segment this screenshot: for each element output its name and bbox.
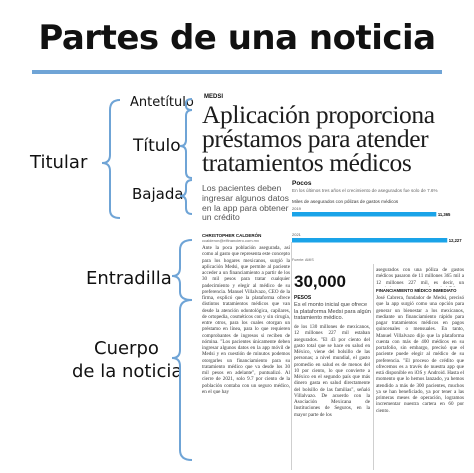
chart-title: Pocos [292, 180, 312, 187]
entradilla-bracket [172, 240, 192, 300]
label-titular: Titular [30, 152, 88, 173]
column-divider [291, 242, 292, 470]
chart-category-label: 2021 [292, 232, 301, 237]
article-byline: CHRISTOPHER CALDERÓN [202, 233, 262, 238]
column-divider [373, 264, 374, 470]
label-cuerpo-line1: Cuerpo [94, 338, 159, 359]
big-number-desc: Es el monto inicial que ofrece la plataforma Medsi para algún tratamiento médico. [294, 302, 371, 322]
big-number: 30,000 [294, 272, 346, 291]
article-col-3-intro: asegurados con una póliza de gastos médicos pasaron de 11 millones 365 mil a 12 millones 227 mil, es decir, un [376, 267, 464, 286]
article-kicker: MEDSI [204, 94, 224, 100]
chart-value-label: 11,365 [437, 211, 451, 217]
news-article [196, 92, 468, 470]
chart-category-label: 2019 [292, 206, 301, 211]
chart-value-label: 12,227 [448, 237, 462, 243]
chart-plot [292, 204, 466, 258]
label-cuerpo-line2: de la noticia [72, 361, 183, 382]
chart-bar [292, 238, 447, 243]
titular-bracket [102, 100, 120, 218]
article-col-2: de los 130 millones de mexicanos, 12 millones 227 mil estaban asegurados. "El 43 por ciento del gasto total que se hace en salud en México, viene del bolsillo de las personas; a nivel mundial, el gasto promedio en salud es de menos del 10 por ciento, lo que convierte a México en el segundo país que más dinero gasta en salud directamente del bolsillo de las familias", señaló Villalvazo. De acuerdo con la Asociación Mexicana de Instituciones de Seguros, en la mayor parte de los [294, 324, 370, 418]
chart-source: Fuente: AMIS [292, 258, 314, 262]
article-bajada: Los pacientes deben ingresar algunos datos en la app para obtener un crédito [202, 183, 289, 223]
label-bajada: Bajada [132, 185, 184, 203]
chart [292, 180, 466, 262]
article-byline-email: ccalderon@elfinanciero.com.mx [202, 238, 259, 243]
chart-bar [292, 212, 436, 217]
chart-unit-label: Miles de asegurados con pólizas de gastos médicos [292, 199, 399, 204]
label-antetitulo: Antetítulo [130, 95, 194, 110]
article-headline: Aplicación proporciona préstamos para atender tratamientos médicos [202, 100, 435, 177]
titulo-bracket [180, 110, 192, 178]
big-number-label: PESOS [294, 295, 312, 301]
article-col-3: José Cabrera, fundador de Medsi, precisó que la app surgió como una opción para generar un bienestar a los mexicanos, mediante un financiamiento rápido para pagar tratamientos médicos en pagos quincenales o mensuales. En tanto, Manuel Villalvazo dijo que la plataforma cuenta con más de 400 médicos en su portafolio, sin embargo, precisó que el paciente puede elegir al médico de su preferencia. "El proceso de crédito que ofrecemos es a través de nuestra app que está disponible en iOS y Android. Hasta el momento que lo hemos lanzado, ya hemos atendido a más de 300 pacientes, muchos ya se han beneficiado, ya por tener a las primeras meses de operación, logramos incrementar nuestra cartera en 60 por ciento. [376, 295, 464, 414]
section-heading: FINANCIAMIENTO MÉDICO INMEDIATO [376, 288, 457, 293]
label-titulo: Título [133, 136, 181, 156]
article-col-1: Ante la poca población asegurada, así como al gasto que representa este concepto para los hogares mexicanos, surgió la aplicación Medsi, que permite al paciente acceder a un financiamiento a partir de los 30 mil pesos para tratar cualquier padecimiento y elegir al médico de su preferencia. Manuel Villalvazo, CEO de la firma, explicó que la plataforma ofrece distintos tratamientos médicos que van desde la atención odontológica, capilares, de ortopedia, cosméticos con y sin cirugía, entre otros, para los cuales otorgan un préstamo en línea, para lo que requieren comprobantes de ingresos si reciben de nómina. "Los pacientes únicamente deben ingresar algunos datos en la app móvil de Medsi y en cuestión de minutos podemos otorgarles un financiamiento para su tratamiento médico que va desde los 30 mil pesos en adelante", puntualizó. Al cierre de 2021, solo 9.7 por ciento de la población contaba con un seguro médico, en el que hay [202, 245, 290, 395]
label-entradilla: Entradilla [86, 268, 172, 289]
chart-subtitle: En los últimos tres años el crecimiento de asegurados fue solo de 7.6% [292, 188, 438, 193]
title-underline [32, 70, 442, 74]
page-title: Partes de una noticia [38, 18, 436, 58]
